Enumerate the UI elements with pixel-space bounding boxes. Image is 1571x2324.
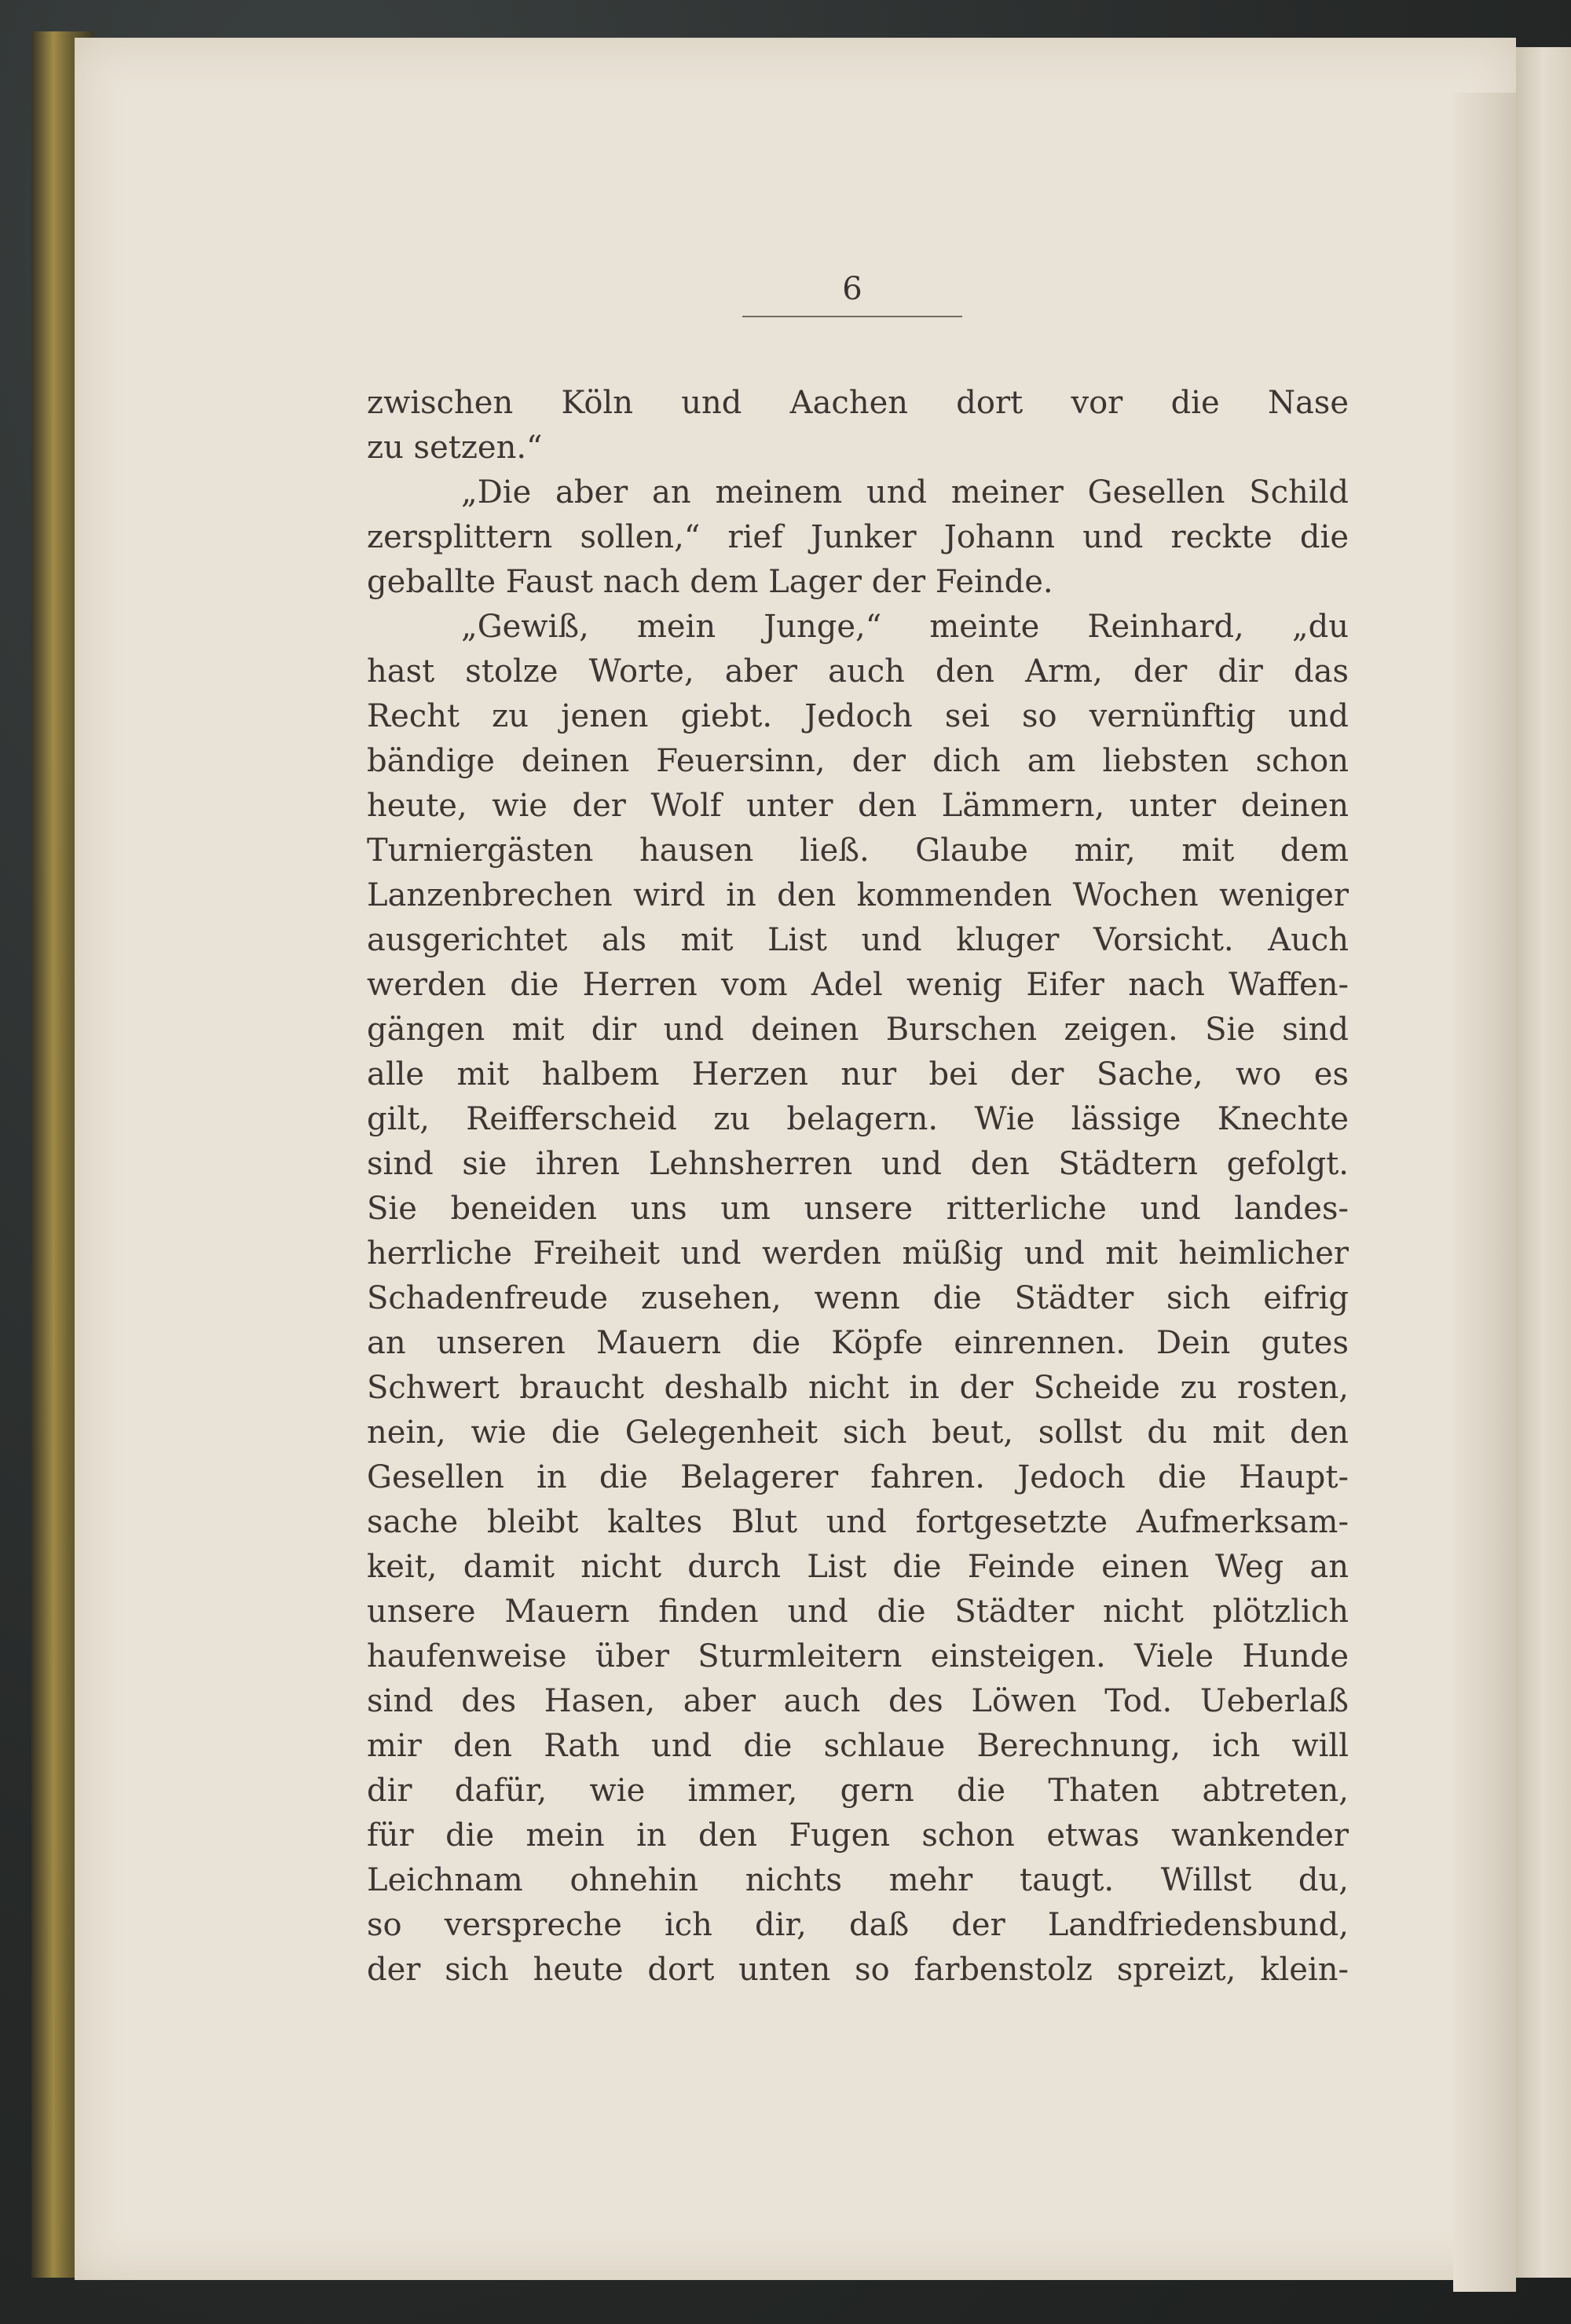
page-curl-shadow <box>1453 93 1516 2292</box>
text-line: der sich heute dort unten so farbenstolz spreizt, klein- <box>367 1952 1349 1988</box>
header-rule <box>742 316 962 317</box>
text-line: für die mein in den Fugen schon etwas wankender <box>367 1817 1349 1854</box>
text-line: zu setzen.“ <box>367 430 543 466</box>
text-line: mir den Rath und die schlaue Berechnung, ich will <box>367 1728 1349 1764</box>
page-number: 6 <box>842 271 862 307</box>
text-line: Schadenfreude zusehen, wenn die Städter sich eifrig <box>367 1280 1349 1316</box>
text-line: nein, wie die Gelegenheit sich beut, sollst du mit den <box>367 1415 1349 1451</box>
text-line: Turniergästen hausen ließ. Glaube mir, mit dem <box>367 833 1349 869</box>
text-line: sache bleibt kaltes Blut und fortgesetzte Aufmerksam- <box>367 1504 1349 1540</box>
text-line: sind sie ihren Lehnsherren und den Städtern gefolgt. <box>367 1146 1349 1182</box>
text-line: bändige deinen Feuersinn, der dich am liebsten schon <box>367 743 1349 779</box>
text-line: hast stolze Worte, aber auch den Arm, der dir das <box>367 653 1349 690</box>
text-line: keit, damit nicht durch List die Feinde einen Weg an <box>367 1549 1349 1585</box>
text-line: gilt, Reifferscheid zu belagern. Wie lässige Knechte <box>367 1101 1349 1137</box>
text-line: an unseren Mauern die Köpfe einrennen. Dein gutes <box>367 1325 1349 1361</box>
text-line: gängen mit dir und deinen Burschen zeigen. Sie sind <box>367 1012 1349 1048</box>
text-line: so verspreche ich dir, daß der Landfriedensbund, <box>367 1907 1349 1943</box>
next-page-edge <box>1514 47 1571 2278</box>
text-line: Leichnam ohnehin nichts mehr taugt. Willst du, <box>367 1862 1349 1898</box>
text-line: Recht zu jenen giebt. Jedoch sei so vernünftig und <box>367 698 1349 734</box>
body-text <box>367 381 1349 1993</box>
text-line: zwischen Köln und Aachen dort vor die Nase <box>367 385 1349 421</box>
text-line: Gesellen in die Belagerer fahren. Jedoch die Haupt- <box>367 1459 1349 1495</box>
text-line: dir dafür, wie immer, gern die Thaten abtreten, <box>367 1773 1349 1809</box>
text-line: Schwert braucht deshalb nicht in der Scheide zu rosten, <box>367 1370 1349 1406</box>
text-line: zersplittern sollen,“ rief Junker Johann und reckte die <box>367 519 1349 555</box>
text-line: heute, wie der Wolf unter den Lämmern, unter deinen <box>367 788 1349 824</box>
text-line: haufenweise über Sturmleitern einsteigen. Viele Hunde <box>367 1638 1349 1674</box>
text-line: „Gewiß, mein Junge,“ meinte Reinhard, „du <box>461 609 1349 645</box>
text-line: ausgerichtet als mit List und kluger Vorsicht. Auch <box>367 922 1349 958</box>
text-line: Sie beneiden uns um unsere ritterliche und landes- <box>367 1191 1349 1227</box>
text-line: werden die Herren vom Adel wenig Eifer nach Waffen- <box>367 967 1349 1003</box>
text-line: geballte Faust nach dem Lager der Feinde. <box>367 564 1053 600</box>
text-line: sind des Hasen, aber auch des Löwen Tod. Ueberlaß <box>367 1683 1349 1719</box>
text-line: „Die aber an meinem und meiner Gesellen Schild <box>461 474 1349 511</box>
text-line: unsere Mauern finden und die Städter nicht plötzlich <box>367 1594 1349 1630</box>
text-line: Lanzenbrechen wird in den kommenden Wochen weniger <box>367 877 1349 913</box>
text-line: alle mit halbem Herzen nur bei der Sache, wo es <box>367 1056 1349 1092</box>
text-line: herrliche Freiheit und werden müßig und mit heimlicher <box>367 1235 1349 1272</box>
